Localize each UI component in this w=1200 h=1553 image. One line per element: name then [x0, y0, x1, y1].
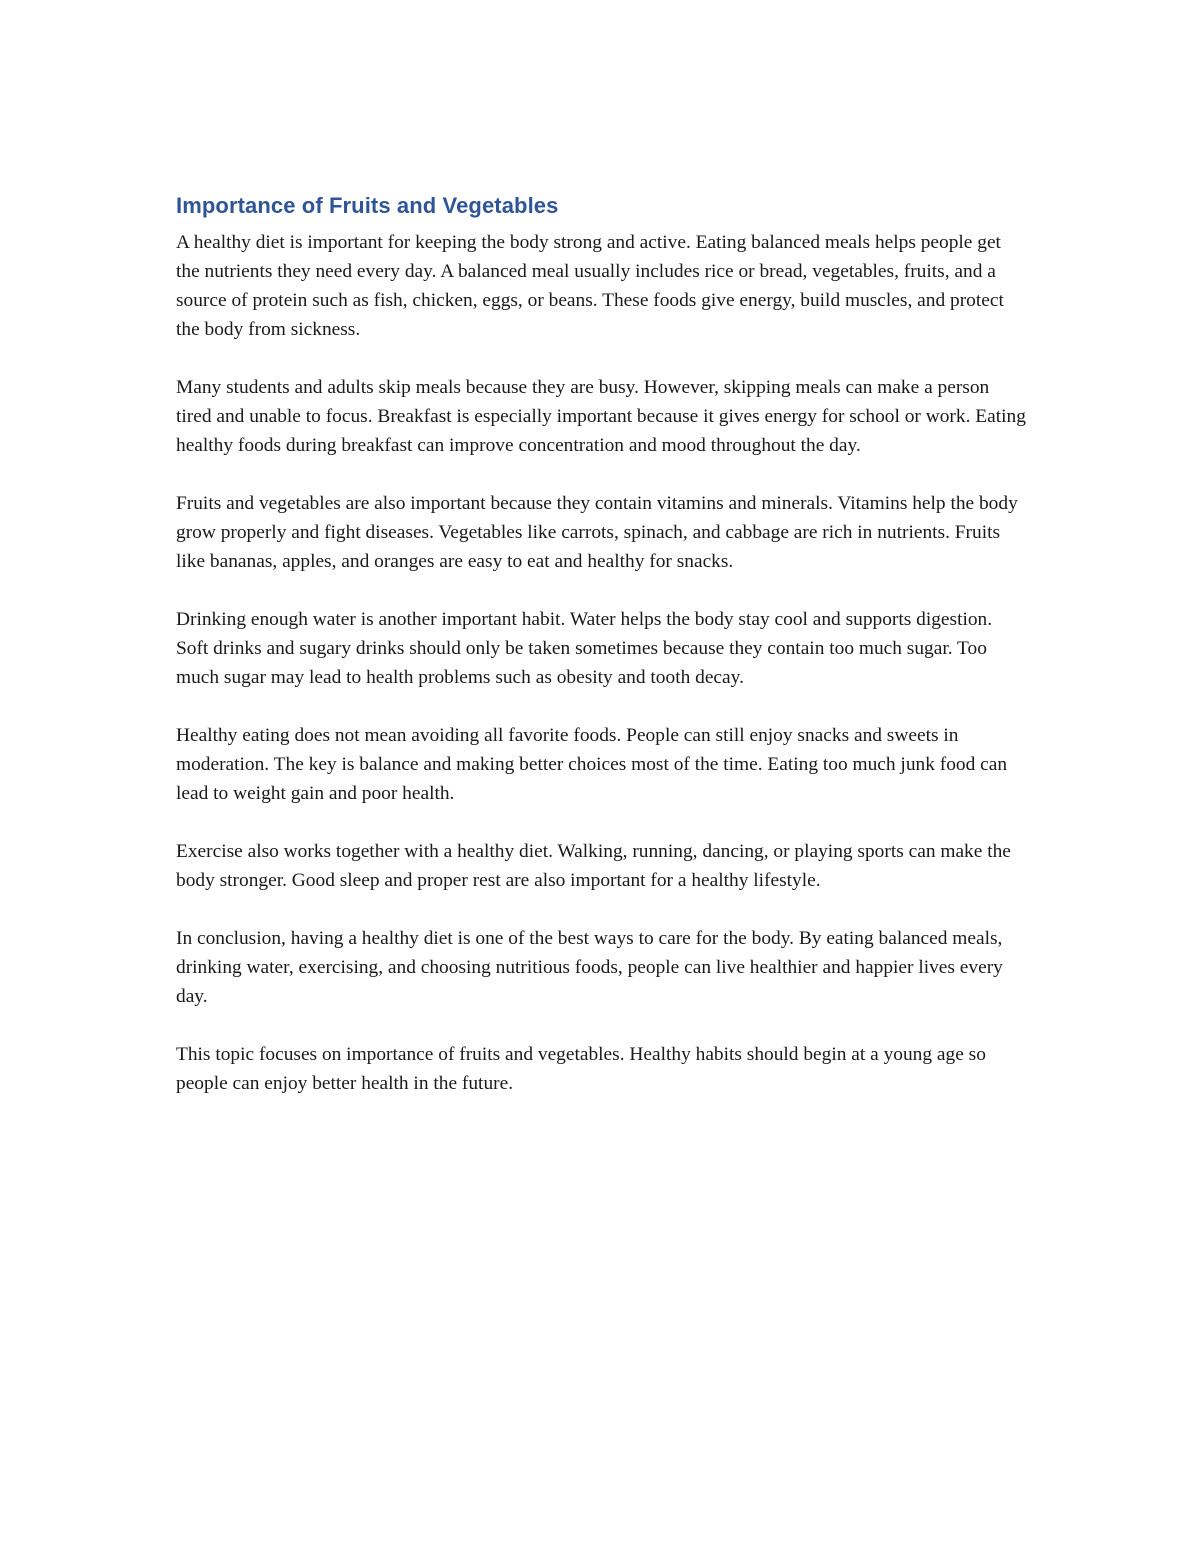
paragraph-moderation: Healthy eating does not mean avoiding all favorite foods. People can still enjoy snacks and sweets in moderation. The key is balance and making better choices most of the time. Eating too much junk food can lead to weight gain and poor health. — [176, 725, 1008, 804]
paragraph-skipping-meals: Many students and adults skip meals because they are busy. However, skipping meals can make a person tired and unable to focus. Breakfast is especially important because it gives energy for school or work. Eating healthy foods during breakfast can improve concentration and mood throughout the day. — [176, 377, 1026, 456]
paragraph-healthy-diet: A healthy diet is important for keeping the body strong and active. Eating balanced meals helps people get the nutrients they need every day. A balanced meal usually includes rice or bread, vegetables, fruits, and a source of protein such as fish, chicken, eggs, or beans. These foods give energy, build muscles, and protect the body from sickness. — [176, 232, 1004, 340]
document-heading: Importance of Fruits and Vegetables — [176, 193, 559, 218]
paragraph-conclusion: In conclusion, having a healthy diet is one of the best ways to care for the body. By eating balanced meals, drinking water, exercising, and choosing nutritious foods, people can live healthier and happier lives every day. — [176, 928, 1003, 1007]
document-body — [176, 188, 1028, 1127]
paragraph-drinking-water: Drinking enough water is another important habit. Water helps the body stay cool and supports digestion. Soft drinks and sugary drinks should only be taken sometimes because they contain too much sugar. Too much sugar may lead to health problems such as obesity and tooth decay. — [176, 609, 993, 688]
paragraph-exercise: Exercise also works together with a healthy diet. Walking, running, dancing, or playing sports can make the body stronger. Good sleep and proper rest are also important for a healthy lifestyle. — [176, 841, 1011, 891]
paragraph-fruits-vegetables: Fruits and vegetables are also important because they contain vitamins and minerals. Vitamins help the body grow properly and fight diseases. Vegetables like carrots, spinach, and cabbage are rich in nutrients. Fruits like bananas, apples, and oranges are easy to eat and healthy for snacks. — [176, 493, 1018, 572]
paragraph-topic-focus: This topic focuses on importance of fruits and vegetables. Healthy habits should begin at a young age so people can enjoy better health in the future. — [176, 1044, 986, 1094]
